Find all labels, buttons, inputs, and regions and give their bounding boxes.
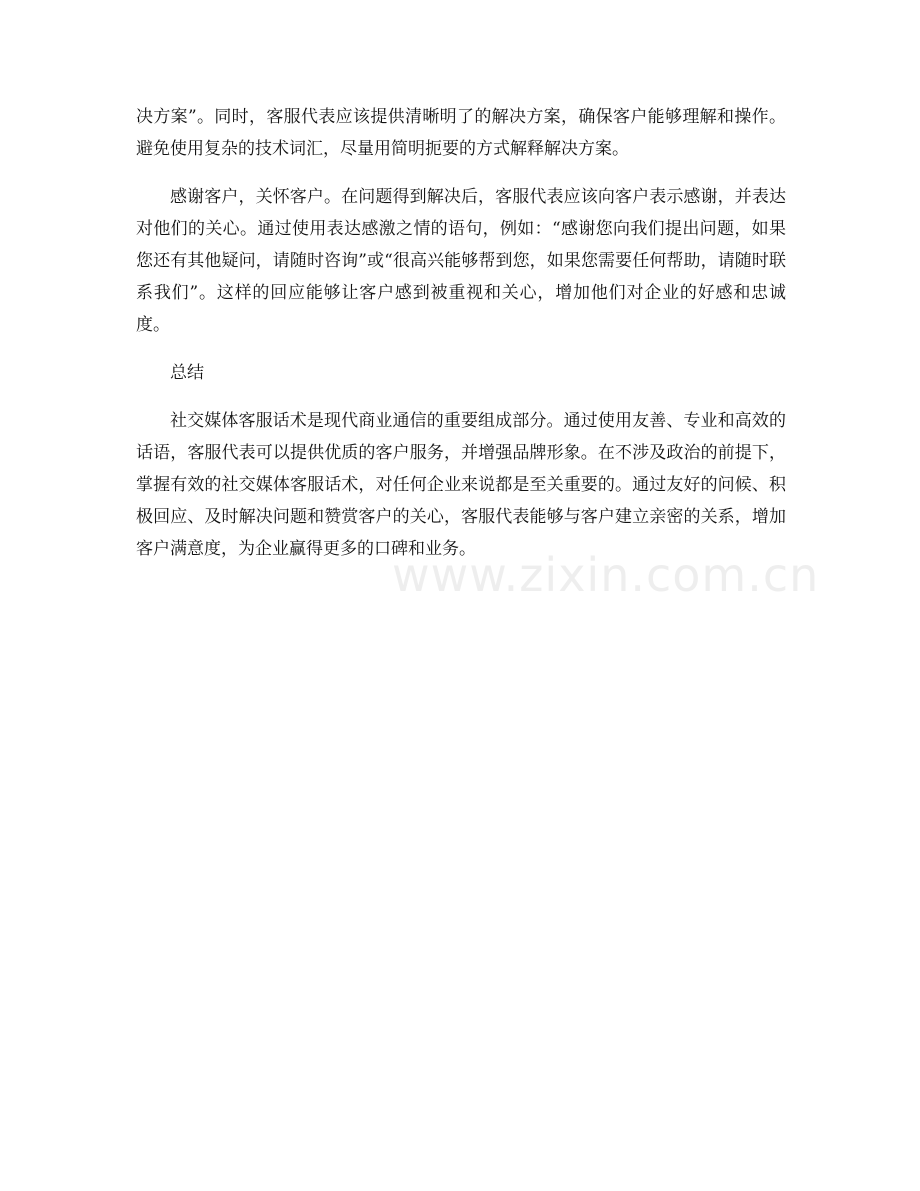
- summary-heading: 总结: [170, 363, 204, 383]
- paragraph-thanks-customers: 感谢客户，关怀客户。在问题得到解决后，客服代表应该向客户表示感谢，并表达对他们的关心。通过使用表达感激之情的语句，例如：“感谢您向我们提出问题，如果您还有其他疑问，请随时咨询”或“很高兴能够帮到您，如果您需要任何帮助，请随时联系我们”。这样的回应能够让客户感到被重视和关心，增加他们对企业的好感和忠诚度。: [136, 187, 786, 335]
- watermark-text: www.zixin.com.cn: [392, 548, 820, 602]
- summary-paragraph: 社交媒体客服话术是现代商业通信的重要组成部分。通过使用友善、专业和高效的话语，客服代表可以提供优质的客户服务，并增强品牌形象。在不涉及政治的前提下，掌握有效的社交媒体客服话术，对任何企业来说都是至关重要的。通过友好的问候、积极回应、及时解决问题和赞赏客户的关心，客服代表能够与客户建立亲密的关系，增加客户满意度，为企业赢得更多的口碑和业务。: [136, 411, 786, 559]
- document-body: [136, 101, 786, 581]
- paragraph-continuation: 决方案”。同时，客服代表应该提供清晰明了的解决方案，确保客户能够理解和操作。避免使用复杂的技术词汇，尽量用简明扼要的方式解释解决方案。: [136, 107, 786, 159]
